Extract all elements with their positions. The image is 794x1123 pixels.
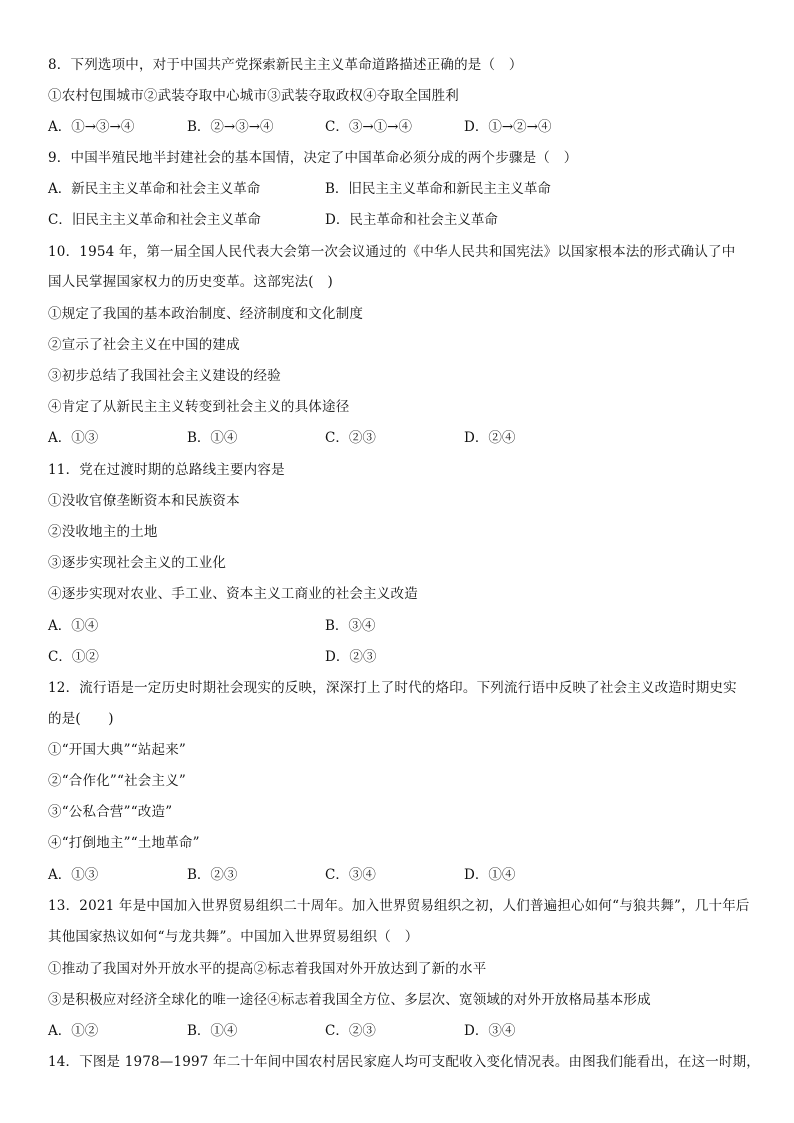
q13-stem-line1: 13．2021 年是中国加入世界贸易组织二十周年。加入世界贸易组织之初，人们普遍担心如何“与狼共舞”，几十年后	[48, 898, 750, 914]
q11-option-c: C．①②	[48, 649, 99, 665]
q11-option-b: B．③④	[325, 618, 376, 634]
q13-option-d: D．③④	[464, 1023, 516, 1039]
q13-items-line2: ③是积极应对经济全球化的唯一途径④标志着我国全方位、多层次、宽领域的对外开放格局基本形成	[48, 992, 651, 1008]
q10-item-2: ②宣示了社会主义在中国的建成	[48, 337, 240, 353]
q11-stem: 11．党在过渡时期的总路线主要内容是	[48, 462, 285, 478]
q10-item-1: ①规定了我国的基本政治制度、经济制度和文化制度	[48, 306, 364, 322]
q12-option-c: C．③④	[325, 867, 376, 883]
q10-stem-line1: 10．1954 年，第一届全国人民代表大会第一次会议通过的《中华人民共和国宪法》以国家根本法的形式确认了中	[48, 244, 736, 260]
q13-option-c: C．②③	[325, 1023, 376, 1039]
q8-option-a: A．①→③→④	[48, 119, 135, 135]
q13-option-a: A．①②	[48, 1023, 99, 1039]
q8-option-c: C．③→①→④	[325, 119, 412, 135]
q11-item-1: ①没收官僚垄断资本和民族资本	[48, 493, 240, 509]
q10-option-b: B．①④	[187, 430, 238, 446]
q10-option-c: C．②③	[325, 430, 376, 446]
q10-option-d: D．②④	[464, 430, 516, 446]
q11-item-2: ②没收地主的土地	[48, 524, 158, 540]
q9-option-d: D．民主革命和社会主义革命	[325, 212, 498, 228]
q12-stem-line1: 12．流行语是一定历史时期社会现实的反映，深深打上了时代的烙印。下列流行语中反映了社会主义改造时期史实	[48, 680, 737, 696]
q9-stem: 9．中国半殖民地半封建社会的基本国情，决定了中国革命必须分成的两个步骤是（ ）	[48, 150, 578, 166]
q12-option-d: D．①④	[464, 867, 516, 883]
q12-option-a: A．①③	[48, 867, 99, 883]
q11-item-3: ③逐步实现社会主义的工业化	[48, 555, 227, 571]
q11-option-a: A．①④	[48, 618, 99, 634]
q12-item-3: ③“公私合营”“改造”	[48, 804, 173, 820]
q11-item-4: ④逐步实现对农业、手工业、资本主义工商业的社会主义改造	[48, 586, 418, 602]
q8-stem: 8．下列选项中，对于中国共产党探索新民主主义革命道路描述正确的是（ ）	[48, 57, 523, 73]
q14-stem-line1: 14．下图是 1978—1997 年二十年间中国农村居民家庭人均可支配收入变化情况表。由图我们能看出，在这一时期，	[48, 1054, 760, 1070]
q9-option-b: B．旧民主主义革命和新民主主义革命	[325, 181, 551, 197]
q12-item-2: ②“合作化”“社会主义”	[48, 773, 187, 789]
q10-stem-line2: 国人民掌握国家权力的历史变革。这部宪法( )	[48, 274, 333, 290]
q12-item-4: ④“打倒地主”“土地革命”	[48, 835, 200, 851]
q8-items: ①农村包围城市②武装夺取中心城市③武装夺取政权④夺取全国胜利	[48, 88, 459, 104]
q8-option-b: B．②→③→④	[187, 119, 274, 135]
q11-option-d: D．②③	[325, 649, 377, 665]
q10-item-4: ④肯定了从新民主主义转变到社会主义的具体途径	[48, 399, 350, 415]
q8-option-d: D．①→②→④	[464, 119, 552, 135]
q13-option-b: B．①④	[187, 1023, 238, 1039]
q13-items-line1: ①推动了我国对外开放水平的提高②标志着我国对外开放达到了新的水平	[48, 961, 487, 977]
q10-option-a: A．①③	[48, 430, 99, 446]
q12-stem-line2: 的是( )	[48, 711, 114, 727]
q9-option-c: C．旧民主主义革命和社会主义革命	[48, 212, 261, 228]
q9-option-a: A．新民主主义革命和社会主义革命	[48, 181, 261, 197]
q12-item-1: ①“开国大典”“站起来”	[48, 742, 187, 758]
q13-stem-line2: 其他国家热议如何“与龙共舞”。中国加入世界贸易组织（ ）	[48, 929, 419, 945]
q12-option-b: B．②③	[187, 867, 238, 883]
q10-item-3: ③初步总结了我国社会主义建设的经验	[48, 368, 281, 384]
